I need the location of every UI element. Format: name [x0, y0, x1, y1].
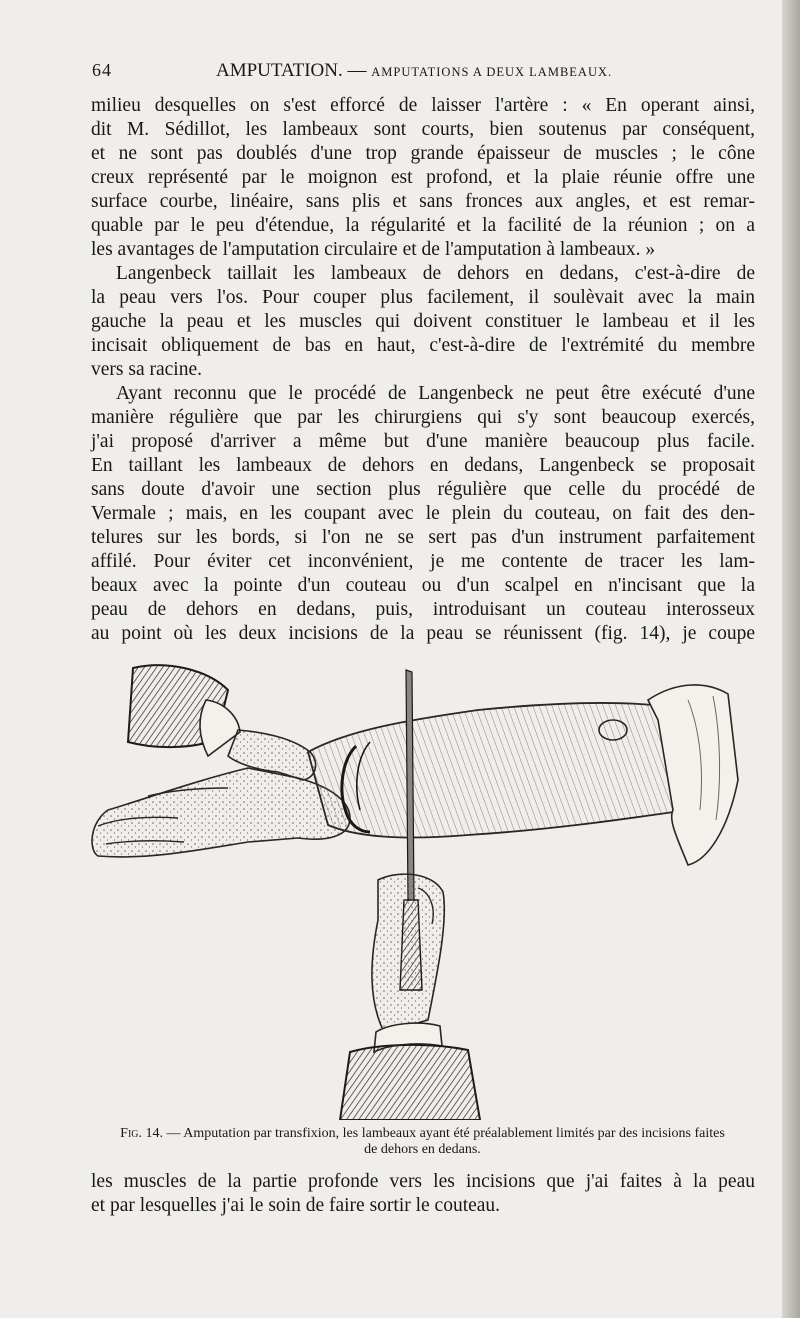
text-line: sans doute d'avoir une section plus régulière que celle du procédé de [91, 479, 755, 500]
text-line: vers sa racine. [91, 359, 202, 380]
text-line: dit M. Sédillot, les lambeaux sont courts, bien soutenus par conséquent, [91, 119, 755, 140]
text-line: les avantages de l'amputation circulaire et de l'amputation à lambeaux. » [91, 239, 656, 260]
header-title: AMPUTATION. [216, 60, 343, 81]
text-line: manière régulière que par les chirurgiens qui s'y sont beaucoup exercés, [91, 407, 755, 428]
knife-blade [406, 670, 414, 900]
text-line: affilé. Pour éviter cet inconvénient, je me contente de tracer les lam- [91, 551, 755, 572]
figure-14-illustration [88, 660, 740, 1120]
running-title [216, 60, 612, 82]
page-edge [782, 0, 800, 1318]
text-line: Ayant reconnu que le procédé de Langenbeck ne peut être exécuté d'une [116, 383, 755, 404]
text-line: gauche la peau et les muscles qui doivent constituer le lambeau et il les [91, 311, 755, 332]
text-line: En taillant les lambeaux de dehors en dedans, Langenbeck se proposait [91, 455, 755, 476]
assistant-lower-hand [92, 768, 350, 857]
header-subtitle: AMPUTATIONS A DEUX LAMBEAUX. [371, 65, 613, 79]
figure-caption [115, 1126, 730, 1158]
text-line: telures sur les bords, si l'on ne se sert pas d'un instrument parfaitement [91, 527, 755, 548]
text-line: quable par le peu d'étendue, la régularité et la facilité de la réunion ; on a [91, 215, 755, 236]
text-line: beaux avec la pointe d'un couteau ou d'un scalpel en n'incisant que la [91, 575, 755, 596]
patient-forearm [308, 703, 688, 838]
caption-text: — Amputation par transfixion, les lambeaux ayant été préalablement limités par des incisions faites de dehors en dedans. [166, 1126, 725, 1157]
caption-label: Fig. 14. [120, 1126, 164, 1141]
text-line: surface courbe, linéaire, sans plis et sans fronces aux angles, et est remar- [91, 191, 755, 212]
running-header [92, 58, 754, 84]
text-line: creux représenté par le moignon est profond, et la plaie réunie offre une [91, 167, 755, 188]
text-line: et par lesquelles j'ai le soin de faire sortir le couteau. [91, 1195, 501, 1216]
text-line: j'ai proposé d'arriver a même but d'une manière beaucoup plus facile. [91, 431, 755, 452]
header-separator: — [347, 60, 367, 81]
page-number: 64 [92, 60, 112, 80]
text-line: la peau vers l'os. Pour couper plus facilement, il soulèvait avec la main [91, 287, 755, 308]
text-line: et ne sont pas doublés d'une trop grande épaisseur de muscles ; le cône [91, 143, 755, 164]
text-line: Vermale ; mais, en les coupant avec le plein du couteau, on fait des den- [91, 503, 755, 524]
text-line: Langenbeck taillait les lambeaux de dehors en dedans, c'est-à-dire de [116, 263, 755, 284]
surgeon-hand [372, 874, 444, 1032]
text-line: au point où les deux incisions de la peau se réunissent (fig. 14), je coupe [91, 623, 755, 644]
text-line: les muscles de la partie profonde vers les incisions que j'ai faites à la peau [91, 1171, 755, 1192]
text-line: incisait obliquement de bas en haut, c'est-à-dire de l'extrémité du membre [91, 335, 755, 356]
text-line: peau de dehors en dedans, puis, introduisant un couteau interosseux [91, 599, 755, 620]
text-line: milieu desquelles on s'est efforcé de laisser l'artère : « En operant ainsi, [91, 95, 755, 116]
surgeon-coat-sleeve [340, 1045, 480, 1120]
